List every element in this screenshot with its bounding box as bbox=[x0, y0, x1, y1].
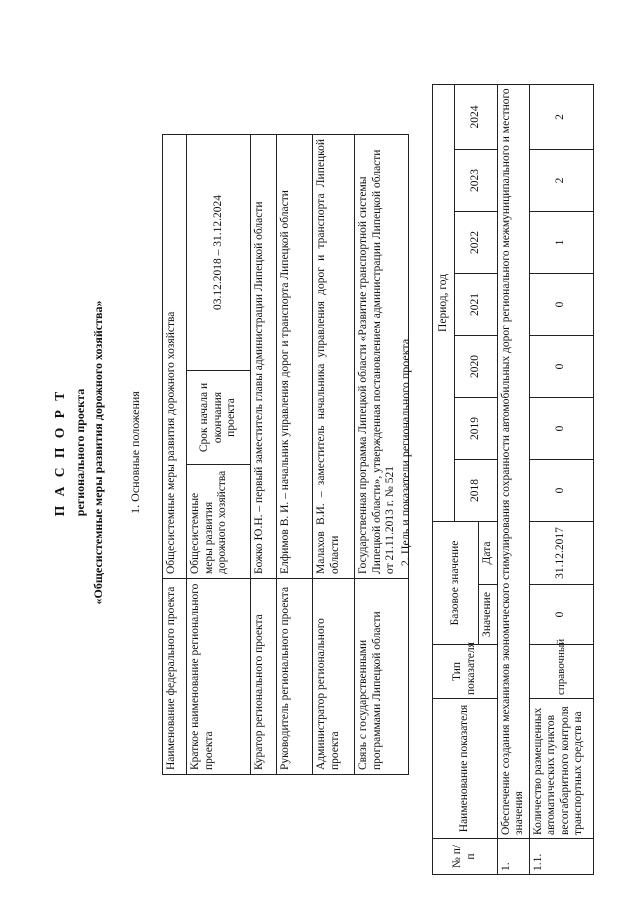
indicator-value: 0 bbox=[529, 273, 593, 335]
header-year: 2019 bbox=[455, 397, 498, 459]
row-value: Елфимов В. И. – начальник управления дорог и транспорта Липецкой области bbox=[277, 134, 313, 578]
basic-info-table bbox=[162, 134, 409, 775]
indicator-base-value: 0 bbox=[529, 585, 593, 645]
section-1-title: 1. Основные положения bbox=[128, 391, 142, 514]
row-value: Малахов В.И. – заместитель начальника управления дорог и транспорта Липецкой области bbox=[313, 134, 355, 578]
indicator-base-date: 31.12.2017 bbox=[529, 521, 593, 584]
indicator-value: 2 bbox=[529, 149, 593, 211]
row-label: Администратор регионального проекта bbox=[313, 579, 355, 775]
row-label: Куратор регионального проекта bbox=[251, 579, 277, 775]
row-value: Божко Ю.Н. – первый заместитель главы администрации Липецкой области bbox=[251, 134, 277, 578]
row-value: Общесистемные меры развития дорожного хозяйства bbox=[187, 465, 251, 579]
header-num: № п/п bbox=[433, 839, 498, 875]
row-label: Связь с государственными программами Липецкой области bbox=[355, 579, 409, 775]
table-row bbox=[163, 134, 187, 774]
document-title: П А С П О Р Т bbox=[52, 388, 67, 517]
indicator-type: справочный bbox=[529, 645, 593, 699]
row-value: Общесистемные меры развития дорожного хозяйства bbox=[163, 134, 187, 578]
indicator-name: Количество размещенных автоматических пунктов весогабаритного контроля транспортных средств на bbox=[529, 699, 593, 839]
header-period: Период, год bbox=[433, 84, 455, 521]
row-label: Краткое наименование регионального проекта bbox=[187, 579, 251, 775]
header-year: 2021 bbox=[455, 273, 498, 335]
row-label: Наименование федерального проекта bbox=[163, 579, 187, 775]
indicator-num: 1.1. bbox=[529, 839, 593, 875]
header-year: 2024 bbox=[455, 84, 498, 149]
indicator-value: 0 bbox=[529, 335, 593, 397]
table-row bbox=[277, 134, 313, 774]
row-label: Руководитель регионального проекта bbox=[277, 579, 313, 775]
term-value: 03.12.2018 – 31.12.2024 bbox=[187, 134, 251, 370]
indicator-value: 0 bbox=[529, 397, 593, 459]
header-base-value: Значение bbox=[479, 585, 498, 645]
project-name: «Общесистемные меры развития дорожного хозяйства» bbox=[91, 300, 105, 605]
table-row bbox=[187, 134, 251, 774]
header-year: 2020 bbox=[455, 335, 498, 397]
indicator-value: 2 bbox=[529, 84, 593, 149]
header-type: Тип показателя bbox=[433, 645, 498, 699]
table-row bbox=[251, 134, 277, 774]
term-label: Срок начала и окончания проекта bbox=[187, 371, 251, 465]
goal-text: Обеспечение создания механизмов экономического стимулирования сохранности автомобильных дорог регионального межмуниципального и местного значения bbox=[497, 84, 529, 838]
header-name: Наименование показателя bbox=[433, 699, 498, 839]
indicator-value: 1 bbox=[529, 211, 593, 273]
header-year: 2018 bbox=[455, 459, 498, 521]
header-year: 2023 bbox=[455, 149, 498, 211]
document-subtitle: регионального проекта bbox=[73, 388, 87, 517]
header-base-date: Дата bbox=[479, 521, 498, 584]
header-year: 2022 bbox=[455, 211, 498, 273]
goal-num: 1. bbox=[497, 839, 529, 875]
indicator-value: 0 bbox=[529, 459, 593, 521]
indicators-table bbox=[432, 84, 594, 875]
table-row bbox=[529, 84, 593, 874]
section-2-title: 2. Цель и показатели регионального проекта bbox=[398, 338, 412, 567]
header-base: Базовое значение bbox=[433, 521, 479, 644]
table-row bbox=[313, 134, 355, 774]
row-value: Государственная программа Липецкой области «Развитие транспортной системы Липецкой области», утвержденная постановлением администрации Липецкой области от 21.11.2013 г. № 521 bbox=[355, 134, 409, 578]
table-header-row bbox=[433, 84, 455, 874]
table-row bbox=[497, 84, 529, 874]
